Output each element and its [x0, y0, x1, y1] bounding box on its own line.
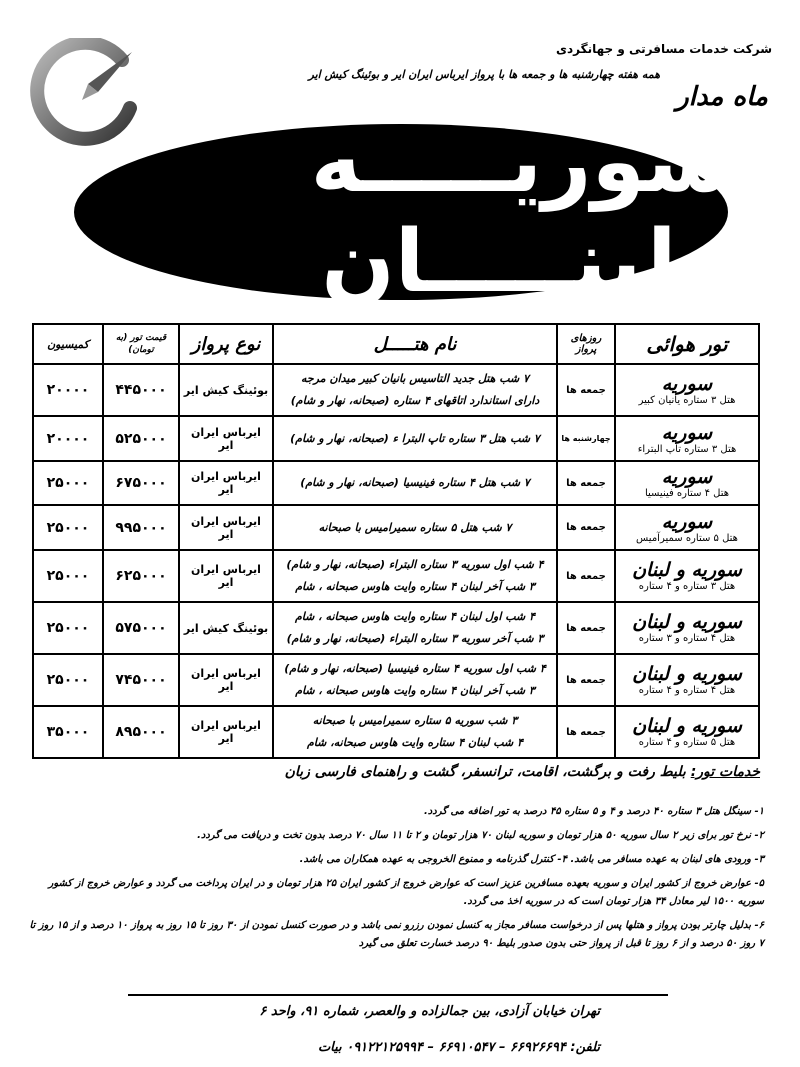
header-hotel: نام هتـــــل — [273, 324, 557, 364]
tour-cell — [615, 654, 759, 706]
tour-services — [285, 764, 760, 780]
notes-list — [26, 803, 764, 953]
commission: ۲۵۰۰۰ — [33, 550, 103, 602]
tour-price: ۴۴۵۰۰۰ — [103, 364, 179, 416]
hotel-line: ۴ شب اول سوریه ۳ ستاره البتراء (صبحانه، نهار و شام) — [286, 558, 544, 571]
hotel-line: ۳ شب سوریه ۵ ستاره سمیرامیس با صبحانه — [312, 714, 518, 727]
tour-hotel-class: هتل ۴ ستاره فینیسیا — [644, 488, 730, 499]
hotel-line: ۴ شب لبنان ۴ ستاره وایت هاوس صبحانه، شام — [306, 736, 523, 749]
brand-name: ماه مدار — [676, 82, 768, 112]
flight-type: بوئینگ کیش ایر — [179, 602, 273, 654]
services-label: خدمات تور: — [690, 764, 760, 780]
commission: ۳۵۰۰۰ — [33, 706, 103, 758]
tour-cell — [615, 602, 759, 654]
tour-price: ۶۲۵۰۰۰ — [103, 550, 179, 602]
table-row — [33, 416, 759, 461]
flight-type: ایرباس ایران ایر — [179, 461, 273, 505]
flight-days: چهارشنبه ها — [557, 416, 615, 461]
flight-type: ایرباس ایران ایر — [179, 416, 273, 461]
table-row — [33, 706, 759, 758]
tour-name: سوریه — [661, 510, 713, 533]
tour-cell — [615, 505, 759, 550]
slogan: همه هفته چهارشنبه ها و جمعه ها با پرواز ایرباس ایران ایر و بوئینگ کیش ایر — [308, 68, 660, 81]
commission: ۲۵۰۰۰ — [33, 505, 103, 550]
phone-numbers: تلفن: ۶۶۹۲۶۶۹۴ – ۶۶۹۱۰۵۴۷ – ۰۹۱۲۲۱۲۵۹۹۴ بیات — [317, 1040, 600, 1055]
hotel-line: ۳ شب آخر لبنان ۴ ستاره وایت هاوس صبحانه ، شام — [295, 580, 535, 593]
tour-name: سوریه — [661, 466, 713, 488]
hotel-cell — [273, 602, 557, 654]
tour-hotel-class: هتل ۵ ستاره سمیرآمیس — [636, 532, 738, 544]
hotel-cell — [273, 706, 557, 758]
flight-type: ایرباس ایران ایر — [179, 706, 273, 758]
table-row — [33, 602, 759, 654]
banner-title: سوریـــــه ولبنـــــان — [310, 112, 730, 312]
flight-days: جمعه ها — [557, 602, 615, 654]
tour-hotel-class: هتل ۳ ستاره یانیان کبیر — [638, 395, 736, 406]
flight-type: بوئینگ کیش ایر — [179, 364, 273, 416]
hotel-line: ۷ شب هتل ۵ ستاره سمیرامیس با صبحانه — [318, 520, 512, 534]
table-row — [33, 654, 759, 706]
flight-days: جمعه ها — [557, 706, 615, 758]
header-flight: نوع پرواز — [179, 324, 273, 364]
tour-price: ۶۷۵۰۰۰ — [103, 461, 179, 505]
hotel-line: ۴ شب اول لبنان ۴ ستاره وایت هاوس صبحانه ، شام — [294, 610, 536, 623]
flight-type: ایرباس ایران ایر — [179, 550, 273, 602]
commission: ۲۰۰۰۰ — [33, 364, 103, 416]
tour-hotel-class: هتل ۳ ستاره و ۴ ستاره — [638, 581, 736, 592]
tour-price: ۷۴۵۰۰۰ — [103, 654, 179, 706]
table-row — [33, 505, 759, 550]
commission: ۲۵۰۰۰ — [33, 602, 103, 654]
tour-name: سوریه — [661, 373, 713, 395]
header-price: قیمت تور (به تومان) — [103, 324, 179, 364]
flight-type: ایرباس ایران ایر — [179, 654, 273, 706]
tour-name: سوریه — [661, 421, 713, 444]
header-days: روزهای پرواز — [557, 324, 615, 364]
tour-cell — [615, 706, 759, 758]
flight-days: جمعه ها — [557, 461, 615, 505]
tour-price: ۸۹۵۰۰۰ — [103, 706, 179, 758]
table-row — [33, 461, 759, 505]
note-item: ۳- ورودی های لبنان به عهده مسافر می باشد. ۴- کنترل گذرنامه و ممنوع الخروجی به عهده همکاران می باشد. — [299, 854, 764, 865]
tour-hotel-class: هتل ۴ ستاره و ۳ ستاره — [638, 633, 736, 644]
table-row — [33, 364, 759, 416]
flight-days: جمعه ها — [557, 550, 615, 602]
services-text: بلیط رفت و برگشت، اقامت، ترانسفر، گشت و راهنمای فارسی زبان — [284, 764, 686, 780]
flight-days: جمعه ها — [557, 505, 615, 550]
company-line: شرکت خدمات مسافرتی و جهانگردی — [556, 42, 772, 56]
header-tour: تور هوائی — [615, 324, 759, 364]
tour-name: سوریه و لبنان — [632, 611, 742, 633]
tour-cell — [615, 364, 759, 416]
tour-price: ۵۲۵۰۰۰ — [103, 416, 179, 461]
note-item: ۵- عوارض خروج از کشور ایران و سوریه بعهده مسافرین عزیز است که عوارض خروج از کشور ایران ۲۵ هزار تومان و در ایران پرداخت می گردد و عوارض خروج از کشور سوریه ۱۵۰۰ لیر معادل ۳۴ هزار تومان است که در سوریه اخذ می گردد. — [48, 878, 764, 907]
table-row — [33, 550, 759, 602]
tour-hotel-class: هتل ۳ ستاره تاپ البتراء — [637, 443, 737, 455]
commission: ۲۰۰۰۰ — [33, 416, 103, 461]
address: تهران خیابان آزادی، بین جمالزاده و والعصر، شماره ۹۱، واحد ۶ — [259, 1004, 600, 1019]
hotel-line: دارای استاندارد اتاقهای ۴ ستاره (صبحانه، نهار و شام) — [290, 394, 540, 407]
note-item: ۶- بدلیل چارتر بودن پرواز و هتلها پس از درخواست مسافر مجاز به کنسل نمودن رزرو نمی باشد و در صورت کنسل نمودن از ۳۰ روز تا ۱۵ روز به پرواز ۱۰ درصد و از ۱۵ روز تا ۷ روز ۵۰ درصد و از ۶ روز تا قبل از پرواز حتی بدون صدور بلیط ۹۰ درصد خسارت تعلق می گیرد — [29, 920, 764, 949]
hotel-line: ۳ شب آخر لبنان ۴ ستاره وایت هاوس صبحانه ، شام — [295, 684, 535, 697]
table-header-row — [33, 324, 759, 364]
tour-price: ۹۹۵۰۰۰ — [103, 505, 179, 550]
hotel-cell — [273, 550, 557, 602]
flight-days: جمعه ها — [557, 364, 615, 416]
hotel-line: ۳ شب آخر سوریه ۳ ستاره البتراء (صبحانه، نهار و شام) — [286, 632, 544, 645]
tour-cell — [615, 416, 759, 461]
hotel-cell — [273, 416, 557, 461]
header-commission: کمیسیون — [33, 324, 103, 364]
note-item: ۲- نرخ تور برای زیر ۲ سال سوریه ۵۰ هزار تومان و سوریه لبنان ۷۰ هزار تومان و ۲ تا ۱۱ سال ۷۰ درصد بدون تخت و دریافت می گردد. — [197, 830, 764, 841]
hotel-line: ۷ شب هتل ۳ ستاره تاپ البترا ء (صبحانه، نهار و شام) — [290, 431, 540, 445]
tour-name: سوریه و لبنان — [632, 715, 742, 737]
hotel-cell — [273, 461, 557, 505]
commission: ۲۵۰۰۰ — [33, 654, 103, 706]
tour-price: ۵۷۵۰۰۰ — [103, 602, 179, 654]
flight-days: جمعه ها — [557, 654, 615, 706]
commission: ۲۵۰۰۰ — [33, 461, 103, 505]
hotel-cell — [273, 654, 557, 706]
tour-hotel-class: هتل ۴ ستاره و ۴ ستاره — [638, 685, 736, 696]
hotel-line: ۷ شب هتل ۴ ستاره فینیسیا (صبحانه، نهار و شام) — [300, 476, 530, 489]
tour-cell — [615, 461, 759, 505]
flight-type: ایرباس ایران ایر — [179, 505, 273, 550]
tour-hotel-class: هتل ۵ ستاره و ۴ ستاره — [638, 737, 736, 748]
hotel-cell — [273, 505, 557, 550]
tour-cell — [615, 550, 759, 602]
tours-table — [32, 323, 760, 759]
hotel-cell — [273, 364, 557, 416]
note-item: ۱- سینگل هتل ۳ ستاره ۴۰ درصد و ۴ و ۵ ستاره ۴۵ درصد به تور اضافه می گردد. — [424, 806, 764, 817]
footer-divider — [128, 994, 668, 996]
tour-name: سوریه و لبنان — [632, 559, 742, 581]
tour-name: سوریه و لبنان — [632, 663, 742, 685]
hotel-line: ۴ شب اول سوریه ۴ ستاره فینیسیا (صبحانه، نهار و شام) — [284, 662, 546, 675]
hotel-line: ۷ شب هتل جدید التاسیس بانیان کبیر میدان مرجه — [300, 372, 530, 385]
